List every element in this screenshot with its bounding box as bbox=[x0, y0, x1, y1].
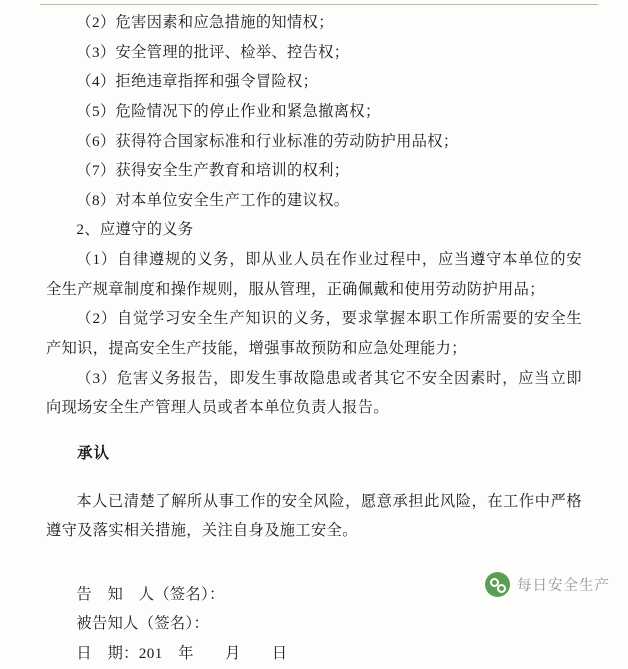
list-item: （7）获得安全生产教育和培训的权利； bbox=[76, 162, 350, 180]
list-item: （4）拒绝违章指挥和强令冒险权； bbox=[76, 73, 319, 91]
page-top-rule bbox=[40, 4, 598, 5]
list-item: （5）危险情况下的停止作业和紧急撤离权； bbox=[76, 102, 381, 120]
informed-signature-label: 被告知人（签名）： bbox=[76, 615, 210, 633]
date-label: 日 期：201 年 月 日 bbox=[76, 645, 288, 663]
list-item: （2）自觉学习安全生产知识的义务，要求掌握本职工作所需要的安全生产知识，提高安全生产技能，增强事故预防和应急处理能力； bbox=[46, 310, 582, 358]
list-item: （1）自律遵规的义务，即从业人员在作业过程中，应当遵守本单位的安全生产规章制度和操作规则，服从管理，正确佩戴和使用劳动防护用品； bbox=[46, 251, 582, 298]
list-item: （8）对本单位安全生产工作的建议权。 bbox=[76, 191, 350, 209]
watermark-label: 每日安全生产 bbox=[517, 578, 610, 594]
list-item: （3）危害义务报告，即发生事故隐患或者其它不安全因素时，应当立即向现场安全生产管理人员或者本单位负责人报告。 bbox=[46, 369, 582, 417]
duties-list bbox=[46, 245, 582, 423]
rights-list bbox=[46, 8, 582, 215]
list-item: （2）危害因素和应急措施的知情权； bbox=[76, 14, 334, 31]
informer-signature-label: 告 知 人（签名）： bbox=[76, 585, 225, 603]
section-heading-duties: 2、应遵守的义务 bbox=[76, 221, 194, 239]
watermark bbox=[485, 572, 610, 597]
list-item: （6）获得符合国家标准和行业标准的劳动防护用品权； bbox=[76, 132, 459, 150]
acknowledgement-text: 本人已清楚了解所从事工作的安全风险，愿意承担此风险，在工作中严格遵守及落实相关措施，关注自身及施工安全。 bbox=[46, 492, 582, 540]
acknowledgement-heading: 承认 bbox=[77, 445, 111, 463]
list-item: （3）安全管理的批评、检举、控告权； bbox=[76, 43, 350, 61]
wechat-logo-icon bbox=[485, 572, 510, 597]
